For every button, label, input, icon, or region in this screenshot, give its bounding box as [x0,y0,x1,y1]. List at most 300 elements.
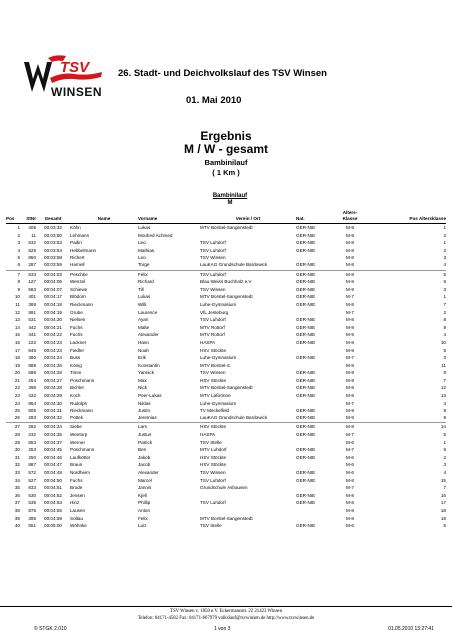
table-row [6,454,446,462]
table-row [6,499,446,507]
row-vorname: Anton [138,507,151,513]
row-vorname: Felix [138,270,200,278]
row-vorname: Ben [138,447,147,453]
row-time: 00:03:59 [44,261,62,267]
row-vorname: Laurence [138,309,158,315]
event-date: 01. Mai 2010 [186,95,242,106]
row-vorname: Lars [138,423,200,431]
row-stnr: 222 [28,339,36,345]
footer-contact: Telefon: 04171-4582 Fax: 04171-667979 volkslauf@tsvwinsen.de http://www.tsvwinsen.de [137,616,315,621]
row-time: 00:04:34 [36,423,70,431]
row-altersklasse: M-8 [346,393,354,399]
row-altersklasse: M-7 [346,309,354,315]
row-verein: TSV Luhdorf [200,240,226,246]
row-time: 00:04:19 [44,309,62,315]
row-altersklasse: M-8 [346,385,354,391]
col-pos: Pos [6,210,20,224]
row-stnr: 846 [28,347,36,353]
row-stnr: 432 [28,393,36,399]
ergebnis-label: Ergebnis [200,129,252,143]
table-row [6,439,446,447]
row-name: Lausen [70,507,86,513]
row-stnr: 533 [20,270,36,278]
row-pos: 30 [14,447,20,453]
row-stnr: 369 [28,301,36,307]
row-stnr: 405 [28,225,36,230]
row-name: Harnell [70,261,85,267]
row-verein: MTV Borstel-Sangenstedt [200,385,253,391]
row-altersklasse: M-6 [346,470,354,475]
row-verein: LauKAG Grundschule Bardowick [200,261,268,267]
row-altersklasse: M-8 [330,270,370,278]
row-pos: 32 [14,462,20,468]
row-pos-altersklasse: 7 [443,377,446,383]
table-row [6,377,446,385]
row-nat [296,515,330,523]
row-nat: GER-NIE [296,261,316,267]
row-pos-altersklasse: 3 [443,462,446,468]
row-nat: GER-NIE [296,247,316,253]
row-pos-altersklasse: 14 [370,423,446,431]
row-nat [296,484,330,492]
row-verein: MTV Laßrönne [200,393,231,399]
row-name: Rieckmann [70,408,93,414]
row-pos-altersklasse: 1 [443,439,446,445]
row-nat: GER-NIE [296,370,316,376]
col-gesamt: Gesamt [36,210,70,224]
row-pos-altersklasse: 7 [443,485,446,491]
row-altersklasse: M-8 [346,339,354,345]
row-pos-altersklasse: 9 [443,324,446,330]
row-pos-altersklasse: 8 [443,408,446,414]
row-verein: Luhe-Gymnasium [200,301,237,307]
row-pos-altersklasse: 5 [443,523,446,529]
logo-winsen-text: WINSEN [51,85,102,99]
col-altersklasse [330,210,370,224]
row-name: König [70,362,82,368]
row-pos-altersklasse: 13 [440,393,446,399]
row-vorname: Leo [138,240,146,246]
row-vorname: Jacob [138,462,151,468]
group-gender: M [227,200,233,206]
row-verein: TSV Luhdorf [200,317,226,323]
row-nat: GER-NIE [296,301,316,307]
row-vorname: Alexander [138,470,159,475]
row-verein: TV Meckelfeld [200,408,230,414]
row-pos: 24 [14,400,20,406]
results-heading [0,130,452,156]
row-time: 00:03:53 [44,240,62,246]
table-row [6,484,446,492]
row-time: 00:03:54 [44,247,62,253]
table-row [6,331,446,339]
row-verein: TSV Winsen [200,255,226,261]
row-pos: 25 [14,408,20,414]
footer-address-block [0,606,452,622]
row-vorname: Jakob [138,454,151,460]
row-vorname: Torge [138,261,150,267]
row-vorname: Yannick [138,370,155,376]
row-altersklasse: M-8 [346,317,354,323]
row-stnr: 854 [28,400,36,406]
row-name: Blödorn [70,294,86,300]
row-vorname: Luiz [138,523,147,529]
row-stnr: 254 [28,377,36,383]
row-name: Fuchs [70,324,83,330]
row-name: Siebe [70,423,138,431]
table-row [6,515,446,523]
row-pos: 15 [14,332,20,338]
table-row [6,262,446,270]
table-row [6,254,446,262]
row-name: Pottek [70,414,84,420]
row-altersklasse: M-8 [346,324,354,330]
race-subtitle [0,158,452,177]
row-nat [296,400,330,408]
row-pos-altersklasse: 9 [443,414,446,420]
race-name: Bambinilauf [204,158,248,167]
row-pos: 28 [14,432,20,438]
table-row [6,316,446,324]
row-altersklasse: M-9 [346,370,354,376]
results-table [6,210,446,530]
row-vorname: Patrick [138,439,153,445]
row-nat: GER-NIE [296,423,330,431]
row-time: 00:03:50 [44,232,62,238]
row-stnr: 850 [28,255,36,261]
row-name: Nielsen [70,317,86,323]
row-pos-altersklasse: 10 [440,339,446,345]
row-name: Nordheim [70,470,90,475]
row-verein: Luhe-Gymnasium [200,400,237,406]
row-stnr: 527 [28,477,36,483]
row-altersklasse: M-8 [346,247,354,253]
row-verein: HSV Stöckte [200,454,227,460]
row-verein: MTV Borstel-Sangenstedt [200,225,253,230]
row-verein: HSV Stöckte [200,423,296,431]
table-row [6,293,446,301]
row-name: Fiedler [70,347,85,353]
row-vorname: Konstantin [138,362,160,368]
row-time: 00:04:30 [44,400,62,406]
row-stnr: 293 [28,414,36,420]
row-stnr: 530 [28,492,36,498]
table-header-row [6,210,446,224]
col-altersklasse-top: Alters- [342,210,358,215]
row-pos-altersklasse: 3 [443,355,446,361]
row-altersklasse: M-8 [346,301,354,307]
row-nat [296,347,330,355]
row-pos-altersklasse: 5 [443,432,446,438]
row-altersklasse: M-8 [346,515,354,521]
row-altersklasse: M-7 [346,432,354,438]
row-name: Bichler [70,385,85,391]
row-nat: GER-NIE [296,232,316,238]
col-vorname: Vorname [138,210,200,224]
row-altersklasse: M-9 [346,286,354,292]
row-verein: HSV Stöckte [200,462,227,468]
row-altersklasse: M-6 [346,462,354,468]
row-altersklasse: M-8 [346,362,354,368]
row-stnr: 401 [28,294,36,300]
row-time: 00:04:47 [44,462,62,468]
row-altersklasse: M-6 [346,454,354,460]
row-altersklasse: M-9 [346,414,354,420]
table-row [6,492,446,500]
row-stnr: 262 [20,423,36,431]
table-row [6,461,446,469]
row-time: 00:04:51 [44,485,62,491]
row-pos: 14 [14,324,20,330]
col-stnr: StNr [20,210,36,224]
row-stnr: 833 [28,485,36,491]
row-pos: 17 [14,347,20,353]
table-row [6,354,446,362]
row-stnr: 586 [28,370,36,376]
table-row [6,324,446,332]
row-pos: 18 [14,355,20,361]
row-name: Richert [70,255,85,261]
table-row [6,446,446,454]
row-altersklasse: M-8 [346,500,354,506]
row-pos: 4 [17,247,20,253]
row-verein: MTV Rottorf [200,324,225,330]
row-pos: 12 [14,309,20,315]
row-name: Fuchs [70,332,83,338]
row-pos-altersklasse: 4 [443,470,446,475]
row-time: 00:04:52 [44,492,62,498]
footer-software: © STGK 2.010 [34,626,67,632]
row-stnr: 395 [28,515,36,521]
table-row [6,477,446,485]
row-name: Wöhnke [70,523,87,529]
row-pos-altersklasse: 17 [440,500,446,506]
row-verein: HSV Stöckte [200,377,227,383]
row-vorname: Peer-Lukas [138,393,162,399]
row-name: Poschmann [70,447,95,453]
row-verein: Grundschule Ashausen [200,485,248,491]
row-time: 00:04:22 [44,332,62,338]
row-pos-altersklasse: 6 [443,279,446,285]
row-nat: GER-NIE [296,492,316,498]
row-altersklasse: M-8 [346,255,354,261]
group-heading [150,193,310,207]
row-nat: GER-NIE [296,294,316,300]
row-vorname: Willi [138,301,147,307]
table-row [6,247,446,255]
row-vorname: Phillip [138,500,151,506]
table-row [6,309,446,317]
col-pos-altersklasse: Pos Altersklasse [370,210,446,224]
col-nat: Nat. [296,210,330,224]
event-title: 26. Stadt- und Deichvolkslauf des TSV Winsen [118,68,327,79]
row-nat: GER-NIE [296,332,316,338]
row-pos-altersklasse: 2 [443,247,446,253]
row-pos-altersklasse: 11 [441,362,446,368]
row-verein: MTV Borstel-S. [200,362,232,368]
row-time: 00:04:50 [44,477,62,483]
row-pos-altersklasse: 5 [370,270,446,278]
row-time: 00:04:26 [44,362,62,368]
row-name: Wenzel [70,279,86,285]
row-verein: MTV Rottorf [200,332,225,338]
row-verein [200,492,296,500]
row-pos: 7 [6,270,20,278]
row-name: Lehmann [70,232,90,238]
row-pos-altersklasse: 12 [440,385,446,391]
row-time: 00:04:48 [44,470,62,475]
row-vorname: Alexander [138,332,159,338]
row-time: 00:04:59 [44,515,62,521]
row-time: 00:04:32 [44,414,62,420]
row-pos: 6 [17,261,20,267]
row-pos: 8 [17,279,20,285]
row-altersklasse: M-9 [346,332,354,338]
row-vorname: Niklas [138,400,151,406]
row-time: 00:05:00 [44,523,62,529]
row-verein: TSV Luhdorf [200,500,226,506]
row-time: 00:03:58 [44,255,62,261]
row-altersklasse: M-9 [346,347,354,353]
row-time: 00:04:35 [44,432,62,438]
row-time: 00:04:29 [44,393,62,399]
row-stnr: 127 [28,279,36,285]
row-nat: GER-NIE [296,414,316,420]
row-altersklasse: M-8 [346,477,354,483]
row-vorname: Jeremias [138,414,157,420]
row-altersklasse: M-9 [346,232,354,238]
row-altersklasse: M-6 [346,439,354,445]
row-nat: GER-NIE [296,339,316,345]
table-row [6,423,446,431]
row-pos: 34 [14,477,20,483]
row-verein: TSV Luhdorf [200,477,226,483]
table-row [6,301,446,309]
row-stnr: 531 [28,317,36,323]
row-stnr: 442 [28,324,36,330]
row-vorname: Nick [138,385,147,391]
row-name: Rieckmann [70,301,93,307]
row-pos: 16 [14,339,20,345]
table-row [6,232,446,240]
row-nat: GER-NIE [296,279,316,285]
row-pos: 38 [14,507,20,513]
row-vorname: Kjell [138,492,147,498]
row-time: 00:04:06 [44,279,62,285]
row-name: Brode [70,485,83,491]
row-nat: GER-NIE [296,408,316,414]
row-pos: 29 [14,439,20,445]
row-name: Soltau [70,515,84,521]
row-pos-altersklasse: 3 [443,255,446,261]
row-altersklasse: M-8 [330,423,370,431]
category-label: M / W - gesamt [183,142,268,156]
row-pos-altersklasse: 6 [443,370,446,376]
table-row [6,407,446,415]
row-pos-altersklasse: 16 [440,492,446,498]
row-pos: 19 [14,362,20,368]
row-name: Wentorp [70,432,88,438]
row-nat: GER-NIE [296,324,316,330]
row-stnr: 888 [28,362,36,368]
row-nat: GER-NIE [296,432,316,438]
row-pos: 35 [14,485,20,491]
row-pos: 11 [15,301,20,307]
row-pos-altersklasse: 1 [443,225,446,230]
row-nat: GER-NIE [296,477,316,483]
row-name: Koch [70,393,81,399]
row-verein: HASPA [200,432,216,438]
row-pos: 31 [14,454,20,460]
row-pos: 2 [17,232,20,238]
col-verein: Verein / Ort [200,210,296,224]
row-vorname: Ayan [138,317,149,323]
row-time: 00:04:21 [44,324,62,330]
row-pos-altersklasse: 6 [443,447,446,453]
row-vorname: Lukas [138,294,151,300]
row-name: Timm [70,370,82,376]
row-time: 00:04:27 [44,377,62,383]
row-vorname: Malte [138,324,150,330]
row-verein: Blau-Weiss Buchholz e.V [200,279,252,285]
row-time: 00:04:46 [44,454,62,460]
table-row [6,239,446,247]
row-verein: TSV Stelle [200,523,222,529]
logo-w-shape [24,62,52,92]
row-pos: 5 [17,255,20,261]
row-nat: GER-NIE [296,355,316,361]
row-name: Poschmann [70,377,95,383]
row-vorname: Leo [138,255,146,261]
row-altersklasse: M-8 [346,492,354,498]
row-altersklasse: M-7 [346,355,354,361]
row-pos-altersklasse: 2 [443,232,446,238]
footer-page: 1 von 3 [214,626,231,632]
row-verein [200,507,296,515]
row-nat: GER-NIE [296,447,316,453]
row-pos: 13 [14,317,20,323]
row-pos: 3 [17,240,20,246]
row-nat: GER-NIE [296,225,316,230]
row-verein: HSV Stöckte [200,347,227,353]
table-row [6,384,446,392]
row-vorname: Justus [138,432,152,438]
tsv-winsen-logo [22,52,106,100]
row-pos-altersklasse: 4 [443,332,446,338]
row-time: 00:04:53 [44,500,62,506]
row-nat: GER-NIE [296,500,316,506]
table-row [6,522,446,530]
row-pos-altersklasse: 19 [440,515,446,521]
row-verein: MTV Borstel-Sangenstedt [200,294,253,300]
row-pos: 26 [14,414,20,420]
row-stnr: 232 [28,432,36,438]
row-stnr: 887 [28,462,36,468]
row-time: 00:04:20 [44,317,62,323]
row-pos-altersklasse: 4 [443,261,446,267]
row-pos: 40 [14,523,20,529]
row-altersklasse: M-9 [346,377,354,383]
row-time: 00:04:45 [44,447,62,453]
row-pos: 33 [14,470,20,475]
row-pos: 27 [6,423,20,431]
row-stnr: 390 [28,355,36,361]
footer-datetime: 01.05.2010 13:27:41 [388,626,434,632]
row-verein: TSV Winsen [200,470,226,475]
table-row [6,270,446,278]
footer-address: TSV Winsen v. 1850 e.V. Eckermannstr. 22 21423 Winsen [170,609,282,614]
row-stnr: 532 [28,240,36,246]
